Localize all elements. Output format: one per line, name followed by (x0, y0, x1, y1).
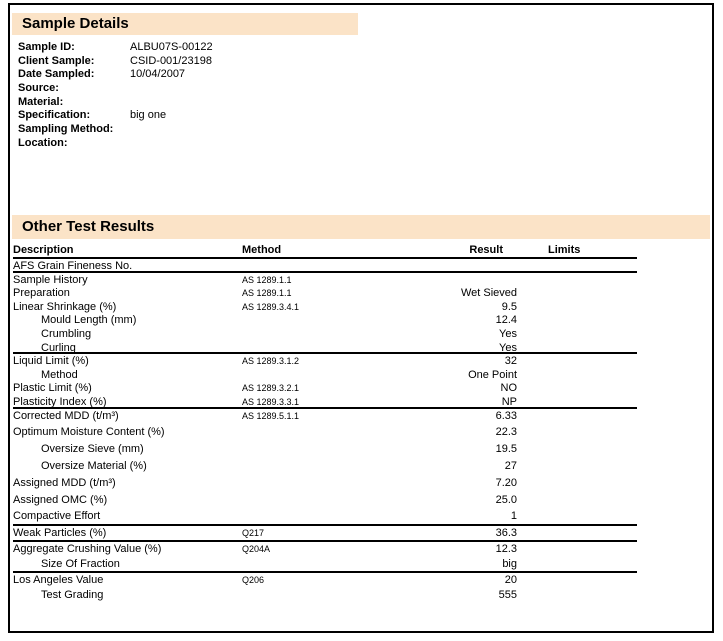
column-header-result: Result (469, 244, 503, 256)
cell-result: 1 (510, 510, 517, 523)
detail-field-label: Sample ID: (18, 41, 75, 53)
detail-field-label: Location: (18, 136, 68, 149)
cell-method (238, 477, 389, 493)
cell-description: AFS Grain Fineness No. (13, 260, 133, 272)
cell-result: 27 (504, 459, 517, 472)
cell-result (389, 260, 517, 271)
cell-description: Compactive Effort (13, 510, 101, 523)
detail-field (18, 123, 213, 137)
table-body (13, 259, 637, 604)
cell-description: Los Angeles Value (13, 573, 104, 586)
cell-result: big (502, 558, 517, 571)
results-table (13, 244, 637, 604)
cell-result: Yes (499, 327, 517, 340)
sample-details-header-bar (12, 13, 358, 35)
cell-method: Q217 (242, 528, 265, 539)
table-row (13, 273, 637, 287)
cell-result: 32 (504, 355, 517, 368)
detail-field-value: big one (130, 109, 167, 122)
cell-method (238, 260, 389, 271)
cell-method: AS 1289.5.1.1 (242, 410, 300, 421)
cell-method: AS 1289.3.1.2 (242, 356, 300, 367)
cell-limits (517, 260, 637, 271)
table-row (13, 313, 637, 327)
cell-method: Q204A (242, 543, 271, 554)
cell-limits (517, 355, 637, 368)
cell-method (238, 510, 389, 524)
cell-result: 555 (498, 589, 517, 602)
cell-limits (517, 477, 637, 493)
table-row (13, 509, 637, 526)
cell-limits (517, 287, 637, 300)
other-test-results-title: Other Test Results (22, 218, 155, 235)
cell-limits (517, 460, 637, 476)
cell-description: Size Of Fraction (41, 558, 120, 571)
table-header-row (13, 244, 637, 259)
cell-description: Oversize Sieve (mm) (41, 443, 144, 456)
detail-field (18, 41, 213, 55)
sample-details-fields (18, 41, 213, 151)
cell-limits (517, 494, 637, 510)
cell-method: AS 1289.1.1 (242, 274, 292, 285)
detail-field (18, 55, 213, 69)
cell-description: Weak Particles (%) (13, 527, 107, 540)
cell-method: AS 1289.1.1 (242, 288, 292, 299)
detail-field-value: ALBU07S-00122 (130, 41, 213, 53)
cell-result: 9.5 (501, 300, 517, 313)
cell-result: Yes (499, 341, 517, 354)
cell-limits (517, 589, 637, 604)
cell-method (238, 328, 389, 341)
cell-method (238, 558, 389, 571)
cell-limits (517, 527, 637, 540)
detail-field-label: Specification: (18, 109, 91, 122)
detail-field (18, 68, 213, 82)
detail-field-value: 10/04/2007 (130, 68, 186, 81)
cell-result: 25.0 (495, 493, 517, 506)
cell-limits (517, 314, 637, 327)
cell-method (238, 426, 389, 442)
cell-description: Method (41, 368, 78, 381)
cell-result: 22.3 (495, 426, 517, 439)
table-row (13, 341, 637, 355)
cell-result: 7.20 (495, 476, 517, 489)
cell-limits (517, 369, 637, 382)
cell-description: Plasticity Index (%) (13, 395, 107, 408)
detail-field (18, 82, 213, 96)
cell-method (238, 342, 389, 353)
cell-description: Crumbling (41, 327, 92, 340)
cell-limits (517, 274, 637, 287)
table-row (13, 476, 637, 493)
table-row (13, 459, 637, 476)
table-row (13, 395, 637, 409)
cell-description: Assigned MDD (t/m³) (13, 476, 116, 489)
cell-description: Optimum Moisture Content (%) (13, 426, 165, 439)
cell-result: 12.3 (495, 542, 517, 555)
cell-result: NO (500, 382, 517, 395)
cell-description: Mould Length (mm) (41, 314, 137, 327)
cell-limits (517, 396, 637, 407)
detail-field-label: Date Sampled: (18, 68, 95, 81)
table-row (13, 542, 637, 558)
cell-description: Corrected MDD (t/m³) (13, 409, 119, 422)
table-row (13, 493, 637, 510)
cell-description: Assigned OMC (%) (13, 493, 108, 506)
detail-field (18, 109, 213, 123)
table-row (13, 286, 637, 300)
cell-method (238, 494, 389, 510)
cell-description: Aggregate Crushing Value (%) (13, 542, 162, 555)
cell-limits (517, 342, 637, 353)
cell-result: 6.33 (495, 409, 517, 422)
cell-result: 20 (504, 573, 517, 586)
cell-result: 19.5 (495, 443, 517, 456)
table-row (13, 442, 637, 459)
cell-method: AS 1289.3.3.1 (242, 396, 300, 407)
cell-limits (517, 574, 637, 589)
cell-result: One Point (468, 368, 517, 381)
cell-limits (517, 301, 637, 314)
detail-field-value: CSID-001/23198 (130, 54, 212, 67)
column-header-method: Method (242, 244, 282, 256)
cell-result: NP (501, 395, 517, 408)
column-header-limits: Limits (548, 244, 581, 256)
table-row (13, 354, 637, 368)
cell-method: Q206 (242, 574, 265, 585)
table-row (13, 259, 637, 273)
cell-description: Sample History (13, 273, 88, 286)
cell-method (238, 314, 389, 327)
cell-description: Oversize Material (%) (41, 459, 147, 472)
table-row (13, 526, 637, 542)
cell-limits (517, 382, 637, 395)
cell-result (389, 274, 517, 287)
sample-details-title: Sample Details (22, 15, 129, 32)
detail-field-label: Client Sample: (18, 54, 95, 67)
cell-description: Preparation (13, 287, 70, 300)
cell-limits (517, 543, 637, 558)
cell-limits (517, 558, 637, 571)
cell-description: Test Grading (41, 589, 104, 602)
table-row (13, 381, 637, 395)
cell-result: Wet Sieved (460, 287, 517, 300)
cell-result: 36.3 (495, 527, 517, 540)
cell-description: Linear Shrinkage (%) (13, 300, 117, 313)
cell-limits (517, 328, 637, 341)
cell-description: Plastic Limit (%) (13, 382, 92, 395)
table-row (13, 368, 637, 382)
table-row (13, 300, 637, 314)
cell-method: AS 1289.3.4.1 (242, 301, 300, 312)
table-row (13, 327, 637, 341)
table-row (13, 425, 637, 442)
table-row (13, 409, 637, 426)
detail-field (18, 137, 213, 151)
cell-method (238, 369, 389, 382)
other-test-results-header-bar (12, 215, 710, 239)
report-page (8, 3, 714, 633)
cell-description: Liquid Limit (%) (13, 355, 89, 368)
cell-limits (517, 426, 637, 442)
detail-field-label: Sampling Method: (18, 123, 114, 136)
cell-description: Curling (41, 341, 76, 354)
detail-field-label: Source: (18, 82, 59, 95)
cell-result: 12.4 (495, 314, 517, 327)
cell-method: AS 1289.3.2.1 (242, 383, 300, 394)
cell-limits (517, 510, 637, 524)
cell-method (238, 443, 389, 459)
table-row (13, 573, 637, 589)
cell-method (238, 460, 389, 476)
cell-limits (517, 443, 637, 459)
cell-limits (517, 410, 637, 426)
column-header-description: Description (13, 244, 74, 256)
detail-field-label: Material: (18, 95, 64, 108)
table-row (13, 588, 637, 604)
table-row (13, 557, 637, 573)
cell-method (238, 589, 389, 604)
detail-field (18, 96, 213, 110)
